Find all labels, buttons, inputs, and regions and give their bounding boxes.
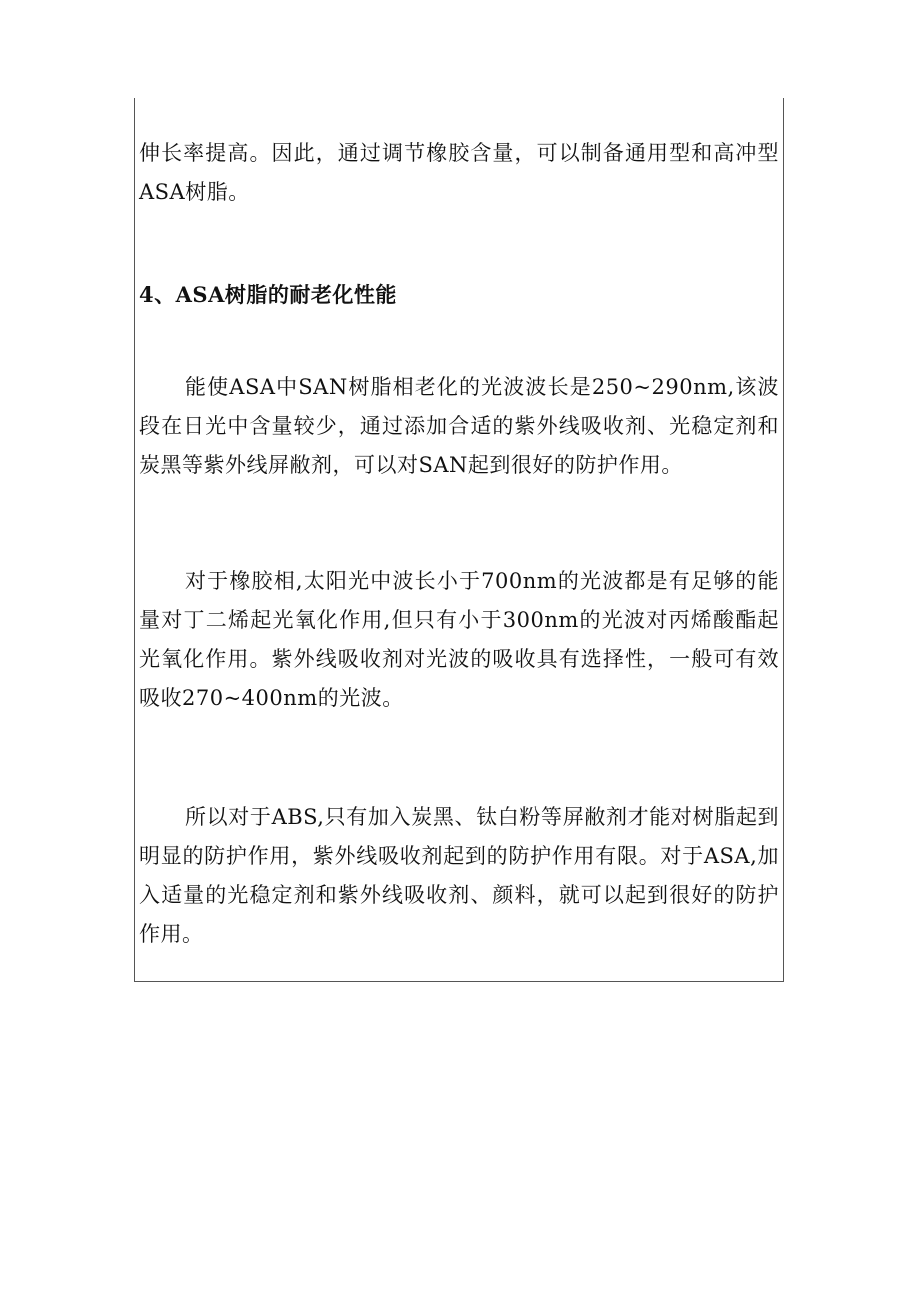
table-cell-frame [134,98,784,982]
paragraph-san-aging: 能使ASA中SAN树脂相老化的光波波长是250~290nm,该波段在日光中含量较少，通过添加合适的紫外线吸收剂、光稳定剂和炭黑等紫外线屏敝剂，可以对SAN起到很好的防护作用。 [139,375,779,477]
paragraph-rubber-phase: 对于橡胶相,太阳光中波长小于700nm的光波都是有足够的能量对丁二烯起光氧化作用,但只有小于300nm的光波对丙烯酸酯起光氧化作用。紫外线吸收剂对光波的吸收具有选择性，一般可有效吸收270~400nm的光波。 [139,569,779,710]
paragraph-abs-asa-comparison: 所以对于ABS,只有加入炭黑、钛白粉等屏敝剂才能对树脂起到明显的防护作用，紫外线吸收剂起到的防护作用有限。对于ASA,加入适量的光稳定剂和紫外线吸收剂、颜料，就可以起到很好的防护作用。 [139,805,779,946]
section-heading-aging: 4、ASA树脂的耐老化性能 [139,282,397,307]
paragraph-rubber-content: 伸长率提高。因此，通过调节橡胶含量，可以制备通用型和高冲型ASA树脂。 [139,141,779,204]
